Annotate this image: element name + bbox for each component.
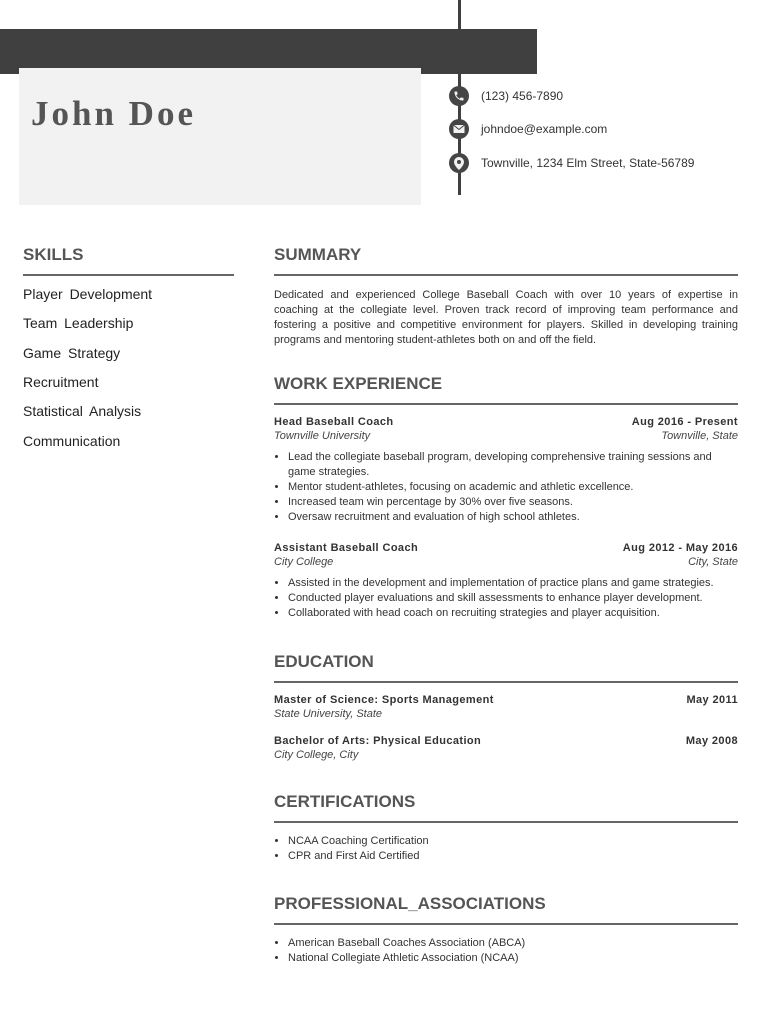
address-text: Townville, 1234 Elm Street, State-56789 — [481, 156, 695, 170]
job-bullets — [274, 450, 738, 525]
skill-item: Player Development — [23, 286, 153, 302]
email-text: johndoe@example.com — [481, 122, 608, 136]
summary-text: Dedicated and experienced College Baseball Coach with over 10 years of expertise in coaching at the collegiate level. Proven track record of improving team performance and fostering a positive and competitive environment for players. Skilled in developing training programs and mentoring student-athletes both on and off the field. — [274, 289, 738, 346]
degree: Bachelor of Arts: Physical Education — [274, 735, 482, 747]
job-bullet: • Lead the collegiate baseball program, developing comprehensive training sessions and game strategies. — [288, 450, 738, 480]
job-dates: Aug 2016 - Present — [631, 416, 738, 428]
certifications-rule — [274, 821, 738, 823]
summary-section — [274, 288, 738, 348]
association-item: • National Collegiate Athletic Association (NCAA) — [288, 951, 738, 966]
degree-date: May 2008 — [685, 735, 738, 747]
certifications-title: CERTIFICATIONS — [274, 792, 416, 811]
certifications-list — [274, 826, 738, 864]
skill-item: Team Leadership — [23, 315, 134, 331]
job-role: Assistant Baseball Coach — [274, 542, 419, 554]
education-rule — [274, 681, 738, 683]
education-entry — [274, 735, 738, 761]
phone-text: (123) 456-7890 — [481, 89, 564, 103]
job-location: Townville, State — [661, 430, 738, 442]
name-box — [19, 68, 421, 205]
email-icon — [449, 119, 469, 139]
school: City College, City — [274, 749, 359, 761]
job-org: Townville University — [274, 430, 371, 442]
skills-title: SKILLS — [23, 245, 84, 264]
association-item: • American Baseball Coaches Association (ABCA) — [288, 936, 738, 951]
skill-item: Statistical Analysis — [23, 403, 142, 419]
summary-title: SUMMARY — [274, 245, 362, 264]
job-bullets — [274, 576, 738, 621]
education-title: EDUCATION — [274, 652, 374, 671]
degree: Master of Science: Sports Management — [274, 694, 494, 706]
job-bullet: • Assisted in the development and implementation of practice plans and game strategies. — [288, 576, 738, 591]
location-icon — [449, 153, 469, 173]
job-bullet: • Conducted player evaluations and skill assessments to enhance player development. — [288, 591, 738, 606]
candidate-name: John Doe — [31, 94, 196, 133]
associations-title: PROFESSIONAL_ASSOCIATIONS — [274, 894, 546, 913]
job-bullet: • Mentor student-athletes, focusing on academic and athletic excellence. — [288, 480, 738, 495]
contact-location — [449, 153, 694, 173]
job-bullet: • Oversaw recruitment and evaluation of high school athletes. — [288, 510, 738, 525]
job-bullet: • Collaborated with head coach on recruiting strategies and player acquisition. — [288, 606, 738, 621]
contact-email — [449, 119, 607, 139]
contact-phone — [449, 86, 563, 106]
work-rule — [274, 403, 738, 405]
job-location: City, State — [688, 556, 738, 568]
skill-item: Communication — [23, 433, 121, 449]
degree-date: May 2011 — [686, 694, 738, 706]
job-role: Head Baseball Coach — [274, 416, 394, 428]
skill-item: Recruitment — [23, 374, 99, 390]
associations-list — [274, 928, 738, 966]
education-entry — [274, 694, 738, 720]
job-entry — [274, 416, 738, 525]
summary-rule — [274, 274, 738, 276]
associations-rule — [274, 923, 738, 925]
job-bullet: • Increased team win percentage by 30% over five seasons. — [288, 495, 738, 510]
skills-rule — [23, 274, 234, 276]
skill-item: Game Strategy — [23, 345, 121, 361]
work-title: WORK EXPERIENCE — [274, 374, 443, 393]
job-dates: Aug 2012 - May 2016 — [622, 542, 738, 554]
certification-item: • NCAA Coaching Certification — [288, 834, 738, 849]
phone-icon — [449, 86, 469, 106]
job-entry — [274, 542, 738, 621]
job-org: City College — [274, 556, 334, 568]
school: State University, State — [274, 708, 383, 720]
certification-item: • CPR and First Aid Certified — [288, 849, 738, 864]
